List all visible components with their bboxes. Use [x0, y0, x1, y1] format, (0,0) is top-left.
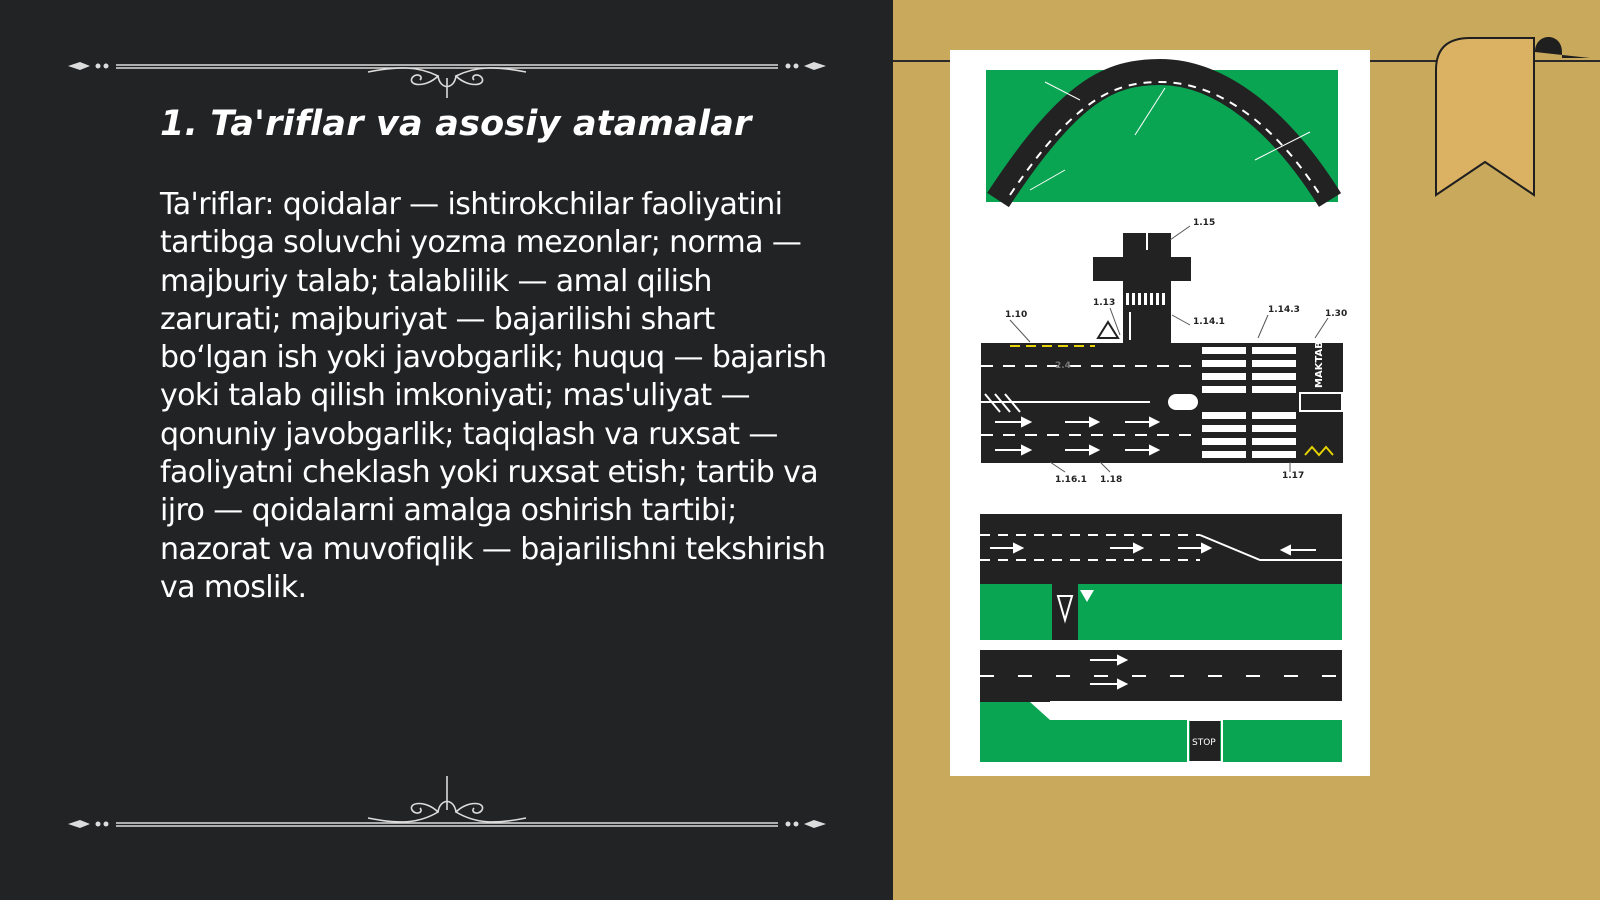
- intersection-panel: [981, 218, 1347, 485]
- label-1-14-3: 1.14.3: [1268, 305, 1300, 315]
- curve-road-panel: [986, 70, 1338, 202]
- stop-panel: [980, 650, 1342, 762]
- label-1-15: 1.15: [1193, 218, 1216, 228]
- label-1-30: 1.30: [1325, 309, 1348, 319]
- lanes-panel: [980, 514, 1342, 640]
- bottom-ornament: [68, 770, 826, 830]
- label-1-16-1: 1.16.1: [1055, 475, 1087, 485]
- slide-title: 1. Ta'riflar va asosiy atamalar: [160, 104, 752, 144]
- label-1-17: 1.17: [1282, 471, 1305, 481]
- label-2-4: 2.4: [1055, 361, 1071, 371]
- label-1-18: 1.18: [1100, 475, 1123, 485]
- maktab-label: MAKTAB: [1314, 341, 1325, 388]
- label-1-13: 1.13: [1093, 298, 1116, 308]
- stop-label: STOP: [1192, 738, 1216, 748]
- bookmark-ribbon: [1430, 30, 1590, 205]
- top-ornament: [68, 38, 826, 98]
- road-markings-figure: [950, 50, 1370, 776]
- label-1-14-1: 1.14.1: [1193, 317, 1225, 327]
- label-1-10: 1.10: [1005, 310, 1028, 320]
- slide-body-text: Ta'riflar: qoidalar — ishtirokchilar faoliyatini tartibga soluvchi yozma mezonlar; norma — majburiy talab; talablilik — amal qilish zarurati; majburiyat — bajarilishi shart bo‘lgan ish yoki javobgarlik; huquq — bajarish yoki talab qilish imkoniyati; mas'uliyat — qonuniy javobgarlik; taqiqlash va ruxsat — faoliyatni cheklash yoki ruxsat etish; tartib va ijro — qoidalarni amalga oshirish tartibi; nazorat va muvofiqlik — bajarilishni tekshirish va moslik.: [160, 187, 827, 605]
- road-markings-diagram: [950, 50, 1370, 776]
